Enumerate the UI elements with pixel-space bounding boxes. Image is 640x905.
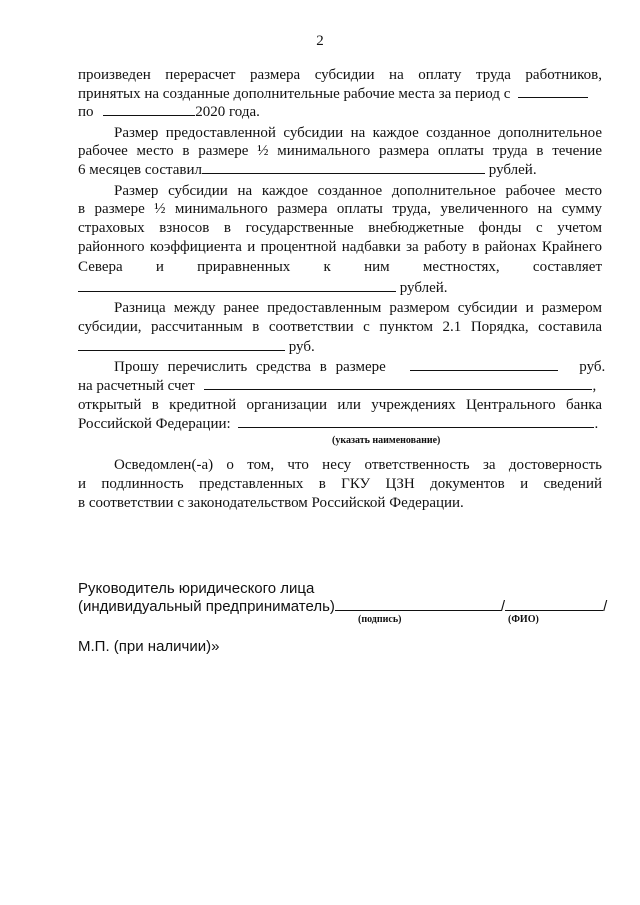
paragraph-1-line-2 [78,84,602,102]
period-end-field[interactable] [103,102,195,116]
paragraph-5-line-3: открытый в кредитной организации или учреждениях Центрального банка [78,397,602,413]
period-end-year: 2020 года. [195,104,260,120]
period-end-prefix: по [78,104,94,120]
paragraph-3-line-5: Севера и приравненных к ним местностях, составляет [78,259,602,275]
paragraph-1-line-1: произведен перерасчет размера субсидии на оплату труда работников, [78,67,602,83]
paragraph-4-line-1: Разница между ранее предоставленным размером субсидии и размером [114,300,602,316]
bank-name-hint: (указать наименование) [332,435,441,446]
paragraph-2-line-1: Размер предоставленной субсидии на каждое созданное дополнительное [114,125,602,141]
paragraph-5-line-1 [114,357,606,375]
page-number: 2 [316,33,324,49]
signature-slash-1: / [500,598,506,615]
signature-title-line-2 [78,597,607,615]
signature-slash-2: / [603,598,608,615]
paragraph-4-line-2: субсидии, рассчитанным в соответствии с пунктом 2.1 Порядка, составила [78,319,602,335]
signature-field[interactable] [335,597,501,611]
paragraph-3-line-4: районного коэффициента и процентной надбавки за работу в районах Крайнего [78,239,602,255]
transfer-currency: руб. [579,359,606,375]
paragraph-4-line-3 [78,337,602,355]
provided-subsidy-label: 6 месяцев составил [78,162,203,178]
full-name-field[interactable] [505,597,603,611]
period-start-field[interactable] [518,84,588,98]
provided-subsidy-field[interactable] [202,160,485,174]
signature-title-line-1: Руководитель юридического лица [78,580,315,597]
paragraph-5-line-4 [78,414,602,432]
provided-subsidy-currency: рублей. [488,162,537,178]
paragraph-2-line-2: рабочее место в размере ½ минимального размера оплаты труда в течение [78,143,602,159]
account-comma: , [592,378,597,394]
stamp-note: М.П. (при наличии)» [78,638,220,655]
paragraph-3-line-6 [78,278,602,296]
recalculated-subsidy-currency: рублей. [399,280,448,296]
paragraph-6-line-1: Осведомлен(-а) о том, что несу ответственность за достоверность [114,457,602,473]
signature-label: (подпись) [358,614,402,625]
difference-field[interactable] [78,337,285,351]
bank-period: . [594,416,599,432]
full-name-label: (ФИО) [508,614,539,625]
transfer-amount-field[interactable] [410,357,558,371]
bank-name-field[interactable] [238,414,594,428]
account-number-field[interactable] [204,376,592,390]
paragraph-3-line-2: в размере ½ минимального размера оплаты труда, увеличенного на сумму [78,201,602,217]
paragraph-3-line-3: страховых взносов в государственные внебюджетные фонды с учетом [78,220,602,236]
bank-label: Российской Федерации: [78,416,231,432]
paragraph-3-line-1: Размер субсидии на каждое созданное дополнительное рабочее место [114,183,602,199]
paragraph-6-line-3: в соответствии с законодательством Российской Федерации. [78,495,464,511]
signature-role: (индивидуальный предприниматель) [78,598,335,615]
paragraph-6-line-2: и подлинность представленных в ГКУ ЦЗН документов и сведений [78,476,602,492]
transfer-request-text: Прошу перечислить средства в размере [114,359,386,375]
paragraph-5-line-2 [78,376,602,394]
paragraph-1-line-3 [78,102,602,120]
paragraph-2-line-3 [78,160,602,178]
difference-currency: руб. [288,339,315,355]
period-text: принятых на созданные дополнительные рабочие места за период с [78,86,511,102]
account-label: на расчетный счет [78,378,195,394]
recalculated-subsidy-field[interactable] [78,278,396,292]
